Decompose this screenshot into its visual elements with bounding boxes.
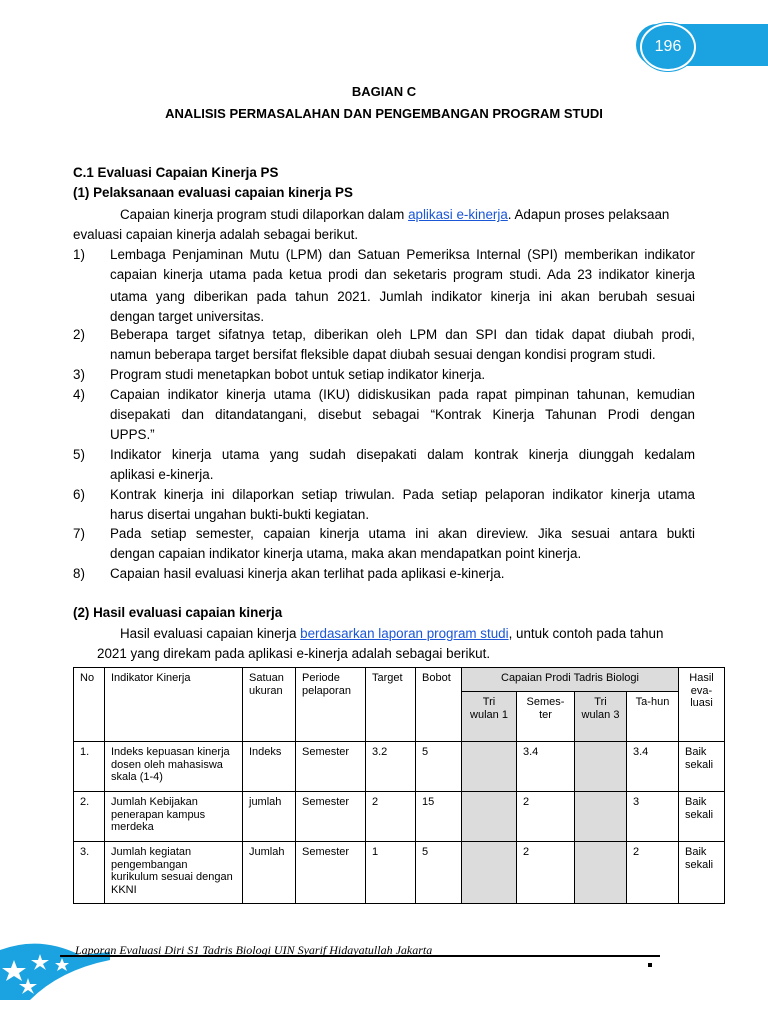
- header-periode: Periode pelaporan: [296, 668, 366, 742]
- cell-indikator: Jumlah Kebijakan penerapan kampus merdeka: [105, 792, 243, 842]
- list-line: dengan target universitas.: [110, 309, 265, 324]
- list-number: 1): [73, 247, 85, 262]
- star-logo-icon: [0, 930, 110, 1000]
- cell-semester: 2: [517, 792, 575, 842]
- table-row: [74, 842, 725, 904]
- cell-bobot: 15: [416, 792, 462, 842]
- sub-heading-2: (2) Hasil evaluasi capaian kinerja: [73, 605, 283, 620]
- result-text-b: , untuk contoh pada tahun: [508, 626, 664, 641]
- list-item: [110, 564, 695, 584]
- cell-tahun: 3: [627, 792, 679, 842]
- header-triwulan-1: Tri wulan 1: [462, 692, 517, 742]
- list-number: 5): [73, 447, 85, 462]
- list-line: utama yang diberikan pada tahun 2021. Jumlah indikator kinerja ini akan berubah sesuai: [110, 289, 695, 304]
- cell-target: 1: [366, 842, 416, 904]
- list-number: 2): [73, 327, 85, 342]
- list-item: [110, 524, 695, 564]
- list-item: [110, 445, 695, 485]
- subsection-heading: C.1 Evaluasi Capaian Kinerja PS: [73, 165, 279, 180]
- cell-triwulan-1: [462, 742, 517, 792]
- list-line: Lembaga Penjaminan Mutu (LPM) dan Satuan Pemeriksa Internal (SPI) memberikan indikator: [110, 247, 695, 262]
- list-line: capaian kinerja utama pada ketua prodi dan seketaris program studi. Ada 23 indikator kinerja: [110, 267, 695, 282]
- cell-hasil: Baik sekali: [679, 742, 725, 792]
- cell-indikator: Jumlah kegiatan pengembangan kurikulum sesuai dengan KKNI: [105, 842, 243, 904]
- cell-periode: Semester: [296, 742, 366, 792]
- result-paragraph: [120, 624, 663, 644]
- result-text-a: Hasil evaluasi capaian kinerja: [120, 626, 301, 641]
- header-satuan: Satuan ukuran: [243, 668, 296, 742]
- header-indikator: Indikator Kinerja: [105, 668, 243, 742]
- section-title: BAGIAN C: [351, 84, 417, 99]
- list-line: UPPS.”: [110, 427, 155, 442]
- cell-semester: 2: [517, 842, 575, 904]
- cell-target: 3.2: [366, 742, 416, 792]
- header-tahun: Ta-hun: [627, 692, 679, 742]
- chapter-title: ANALISIS PERMASALAHAN DAN PENGEMBANGAN PROGRAM STUDI: [165, 106, 603, 121]
- cell-indikator: Indeks kepuasan kinerja dosen oleh mahasiswa skala (1-4): [105, 742, 243, 792]
- list-line: dengan capaian indikator kinerja utama, maka akan mendapatkan point kinerja.: [110, 546, 582, 561]
- list-number: 8): [73, 566, 85, 581]
- list-number: 6): [73, 487, 85, 502]
- list-item: [110, 385, 695, 445]
- list-line: Capaian hasil evaluasi kinerja akan terlihat pada aplikasi e-kinerja.: [110, 566, 505, 581]
- cell-no: 2.: [74, 792, 105, 842]
- cell-triwulan-3: [575, 842, 627, 904]
- evaluation-table: [73, 667, 725, 904]
- sub-heading-1: (1) Pelaksanaan evaluasi capaian kinerja PS: [73, 185, 353, 200]
- list-number: 7): [73, 526, 85, 541]
- intro-text-b: . Adapun proses pelaksaan: [507, 207, 670, 222]
- cell-satuan: jumlah: [243, 792, 296, 842]
- list-line: Indikator kinerja utama yang sudah disepakati dalam kontrak kinerja diunggah kedalam: [110, 447, 695, 462]
- cell-triwulan-1: [462, 842, 517, 904]
- cell-hasil: Baik sekali: [679, 842, 725, 904]
- cell-triwulan-1: [462, 792, 517, 842]
- cell-satuan: Indeks: [243, 742, 296, 792]
- intro-paragraph: [120, 205, 669, 225]
- list-item: [110, 245, 695, 327]
- list-line: harus disertai ungahan bukti-bukti kegiatan.: [110, 507, 370, 522]
- cell-hasil: Baik sekali: [679, 792, 725, 842]
- header-target: Target: [366, 668, 416, 742]
- cell-bobot: 5: [416, 742, 462, 792]
- result-line-2: 2021 yang direkam pada aplikasi e-kinerja adalah sebagai berikut.: [97, 646, 491, 661]
- intro-text-a: Capaian kinerja program studi dilaporkan dalam: [120, 207, 409, 222]
- list-number: 3): [73, 367, 85, 382]
- cell-triwulan-3: [575, 792, 627, 842]
- list-item: [110, 365, 695, 385]
- cell-tahun: 2: [627, 842, 679, 904]
- list-line: namun beberapa target bersifat fleksible dapat diubah sesuai dengan kondisi program studi.: [110, 347, 656, 362]
- header-triwulan-3: Tri wulan 3: [575, 692, 627, 742]
- header-no: No: [74, 668, 105, 742]
- cell-semester: 3.4: [517, 742, 575, 792]
- page-number: 196: [640, 23, 696, 71]
- cell-satuan: Jumlah: [243, 842, 296, 904]
- list-line: Capaian indikator kinerja utama (IKU) didiskusikan pada rapat pimpinan tahunan, kemudian: [110, 387, 695, 402]
- list-item: [110, 485, 695, 525]
- e-kinerja-link[interactable]: aplikasi e-kinerja: [408, 207, 508, 222]
- cell-bobot: 5: [416, 842, 462, 904]
- table-row: [74, 742, 725, 792]
- list-number: 4): [73, 387, 85, 402]
- report-link[interactable]: berdasarkan laporan program studi: [300, 626, 509, 641]
- list-line: Pada setiap semester, capaian kinerja utama ini akan direview. Jika sesuai antara bukti: [110, 526, 695, 541]
- cell-periode: Semester: [296, 842, 366, 904]
- list-line: Beberapa target sifatnya tetap, diberikan oleh LPM dan SPI dan tidak dapat diubah prodi,: [110, 327, 695, 342]
- cell-no: 3.: [74, 842, 105, 904]
- list-line: Kontrak kinerja ini dilaporkan setiap triwulan. Pada setiap pelaporan indikator kinerja utama: [110, 487, 695, 502]
- cell-triwulan-3: [575, 742, 627, 792]
- footer-dot: [648, 963, 652, 967]
- cell-target: 2: [366, 792, 416, 842]
- cell-periode: Semester: [296, 792, 366, 842]
- list-item: [110, 325, 695, 365]
- intro-line-2: evaluasi capaian kinerja adalah sebagai berikut.: [73, 227, 359, 242]
- header-capaian: Capaian Prodi Tadris Biologi: [462, 668, 679, 692]
- footer-text: Laporan Evaluasi Diri S1 Tadris Biologi UIN Syarif Hidayatullah Jakarta: [75, 943, 433, 957]
- list-line: aplikasi e-kinerja.: [110, 467, 214, 482]
- cell-tahun: 3.4: [627, 742, 679, 792]
- header-bobot: Bobot: [416, 668, 462, 742]
- cell-no: 1.: [74, 742, 105, 792]
- list-line: disepakati dan ditandatangani, disebut sebagai “Kontrak Kinerja Tahunan Prodi dengan: [110, 407, 695, 422]
- header-hasil: Hasil eva-luasi: [679, 668, 725, 742]
- list-line: Program studi menetapkan bobot untuk setiap indikator kinerja.: [110, 367, 486, 382]
- table-row: [74, 792, 725, 842]
- header-semester: Semes-ter: [517, 692, 575, 742]
